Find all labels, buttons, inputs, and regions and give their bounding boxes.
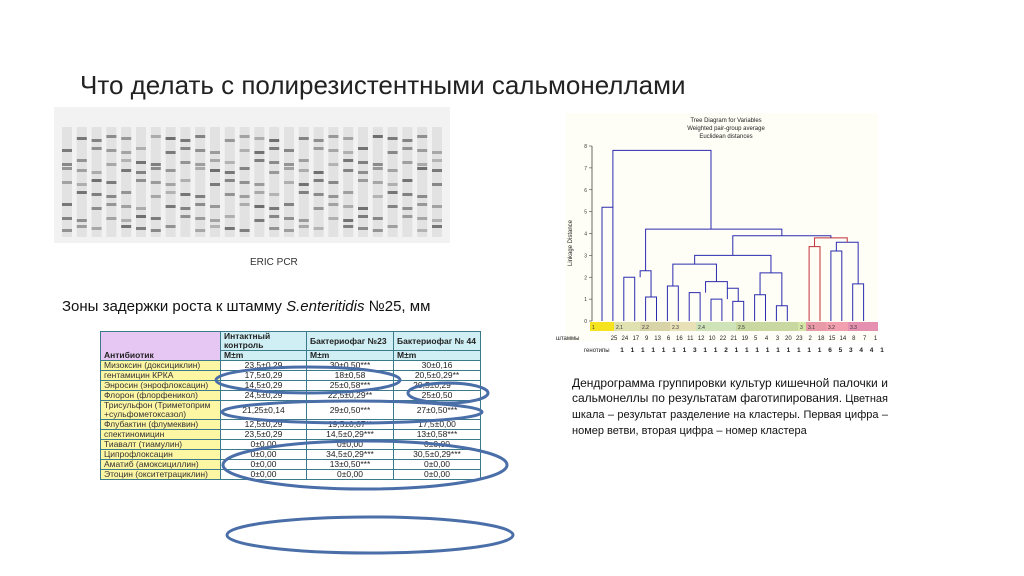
row-control: 23,5±0,29: [221, 361, 307, 371]
cluster-label: 1: [592, 325, 595, 331]
dendro-link: [727, 288, 738, 301]
strain-label: 13: [654, 336, 661, 342]
cluster-label: 3.2: [828, 325, 835, 331]
header-phage-23: Бактериофаг №23: [307, 332, 394, 351]
row-phage-44: 20,5±0,29**: [394, 371, 481, 381]
row-name: Флубактин (флумеквин): [101, 420, 221, 430]
genotype-label: 1: [776, 347, 780, 354]
dendro-ylabel: Linkage Distance: [568, 219, 574, 267]
row-phage-23: 22,5±0,29**: [307, 391, 394, 401]
dendro-link: [831, 251, 842, 321]
table-row: [101, 381, 481, 391]
row-name: Мизоксин (доксициклин): [101, 361, 221, 371]
row-phage-44: 17,5±0,00: [394, 420, 481, 430]
dendrogram-description: [572, 376, 888, 439]
row-phage-23: 0±0,00: [307, 470, 394, 480]
genotype-label: 1: [620, 347, 624, 354]
dendro-link: [776, 306, 787, 321]
cluster-label: 3: [800, 325, 803, 331]
dendro-title: Tree Diagram for Variables: [690, 118, 762, 124]
strain-label: 19: [741, 336, 749, 342]
genotype-label: 1: [744, 347, 749, 354]
table-row: [101, 420, 481, 430]
strain-label: 17: [632, 336, 640, 342]
subheader-phage-23: M±m: [307, 351, 394, 361]
dendro-link: [602, 207, 613, 321]
header-control: Интактный контроль: [221, 332, 307, 351]
cluster-label: 3.1: [808, 325, 815, 331]
table-row: [101, 460, 481, 470]
antibiotic-table: [100, 331, 480, 571]
row-control: 0±0,00: [221, 450, 307, 460]
dendro-ytick: 4: [584, 231, 587, 238]
table-row: [101, 450, 481, 460]
cluster-label: 2.4: [698, 325, 705, 331]
description-rest: Цветная шкала – результат разделение на кластеры. Первая цифра – номер ветви, вторая цифра – номер кластера: [572, 393, 888, 437]
dendro-link: [760, 273, 782, 306]
row-phage-23: 30±0,50***: [307, 361, 394, 371]
dendro-ytick: 5: [584, 209, 587, 216]
cluster-label: 2.3: [672, 325, 679, 331]
strain-label: 1: [873, 336, 878, 342]
strain-label: 23: [795, 336, 803, 342]
dendro-link: [733, 301, 744, 321]
dendro-labels: [556, 333, 886, 357]
strain-label: 2: [808, 336, 812, 342]
dendro-ytick: 0: [584, 319, 587, 325]
cluster-strip: [590, 322, 878, 331]
genotype-label: 1: [755, 347, 760, 354]
table-row: [101, 440, 481, 450]
genotype-label: 1: [786, 347, 791, 354]
strain-label: 16: [676, 336, 683, 342]
cluster-label: 2.2: [642, 325, 649, 331]
row-control: 17,5±0,29: [221, 371, 307, 381]
strain-label: 7: [863, 336, 867, 342]
genotype-label: 1: [640, 347, 645, 354]
genotype-label: 1: [661, 347, 666, 354]
dendro-link: [613, 150, 711, 229]
genotype-label: 2: [724, 347, 728, 354]
cluster-label: 2.5: [738, 325, 745, 331]
genotype-label: 4: [859, 347, 864, 354]
description-bold: Дендрограмма группировки культур кишечной палочки и сальмонеллы по результатам фаготипирования.: [572, 376, 888, 405]
cluster-segment: [736, 322, 798, 331]
cluster-label: 3.3: [850, 325, 857, 331]
row-phage-23: 14,5±0,29***: [307, 430, 394, 440]
header-antibiotic: Антибиотик: [101, 332, 221, 361]
row-phage-44: 30±0,16: [394, 361, 481, 371]
row-name: Ципрофлоксацин: [101, 450, 221, 460]
row-phage-44: 0±0,00: [394, 440, 481, 450]
header-phage-44: Бактериофаг № 44: [394, 332, 481, 351]
genotype-label: 1: [807, 347, 812, 354]
dendro-link: [689, 293, 700, 321]
row-control: 24,5±0,29: [221, 391, 307, 401]
row-phage-44: 20,5±0,29***: [394, 381, 481, 391]
row-name: Флорон (флорфеникол): [101, 391, 221, 401]
strain-label: 21: [730, 336, 738, 342]
zones-title-prefix: Зоны задержки роста к штамму: [62, 298, 287, 315]
dendro-link: [836, 242, 858, 284]
slide-title: Что делать с полирезистентными сальмонеллами: [80, 70, 686, 100]
row-phage-23: 25±0,58***: [307, 381, 394, 391]
genotype-label: 1: [713, 347, 718, 354]
dendrogram: [566, 113, 878, 341]
genotype-label: 1: [672, 347, 676, 354]
zones-title-suffix: №25, мм: [364, 298, 431, 315]
dendro-link: [755, 295, 766, 321]
dendro-link: [646, 297, 657, 321]
dendro-ytick: 2: [584, 275, 587, 282]
row-phage-23: 18±0,58: [307, 371, 394, 381]
strain-label: 10: [708, 336, 716, 342]
table-row: [101, 391, 481, 401]
row-name: Трисульфон (Триметоприм +сульфометоксазол): [101, 401, 221, 420]
strain-label: 9: [645, 336, 649, 342]
zones-title-strain: S.enteritidis: [286, 298, 365, 315]
row-name: Тиавалт (тиамулин): [101, 440, 221, 450]
genotype-label: 1: [703, 347, 708, 354]
table-row: [101, 401, 481, 420]
genotype-label: 3: [692, 347, 697, 354]
row-control: 14,5±0,29: [221, 381, 307, 391]
dendro-ytick: 3: [584, 253, 587, 260]
dendro-ytick: 1: [584, 297, 587, 304]
dendro-ytick: 7: [584, 165, 587, 172]
strain-label: 12: [697, 336, 705, 342]
row-control: 12,5±0,29: [221, 420, 307, 430]
row-phage-44: 0±0,00: [394, 470, 481, 480]
dendro-ytick: 6: [584, 187, 587, 194]
genotype-label: 3: [848, 347, 853, 354]
dendro-link: [809, 247, 820, 321]
dendro-link: [673, 264, 717, 286]
dendro-link: [667, 286, 678, 321]
subheader-control: M±m: [221, 351, 307, 361]
table-row: [101, 371, 481, 381]
row-phage-23: 13±0,50***: [307, 460, 394, 470]
table-header-row: [101, 332, 481, 351]
row-control: 0±0,00: [221, 460, 307, 470]
row-name: Энросин (энрофлоксацин): [101, 381, 221, 391]
strain-label: 14: [839, 336, 847, 342]
dendro-link: [733, 236, 831, 256]
dendro-subtitle-2: Euclidean distances: [699, 134, 753, 140]
table-row: [101, 470, 481, 480]
strain-label: 24: [621, 336, 629, 342]
genotype-label: 1: [651, 347, 656, 354]
dendro-link: [706, 282, 728, 293]
strain-label: 15: [828, 336, 836, 342]
row-phage-44: 25±0,50: [394, 391, 481, 401]
row-control: 0±0,00: [221, 470, 307, 480]
row-phage-23: 19,5±0,87**: [307, 420, 394, 430]
row-label-genotypes: генотипы: [584, 348, 610, 354]
row-name: гентамицин КРКА: [101, 371, 221, 381]
strain-label: 25: [610, 336, 618, 342]
genotype-label: 1: [817, 347, 822, 354]
genotype-label: 5: [838, 347, 843, 354]
dendro-link: [624, 277, 635, 321]
genotype-label: 1: [880, 347, 884, 354]
strain-label: 8: [852, 336, 856, 342]
genotype-label: 6: [828, 347, 832, 354]
dendro-link: [711, 299, 722, 321]
row-name: Аматиб (амоксициллин): [101, 460, 221, 470]
gel-caption: ERIC PCR: [250, 257, 298, 268]
strain-label: 3: [775, 336, 780, 342]
subheader-phage-44: M±m: [394, 351, 481, 361]
strain-label: 11: [687, 336, 694, 342]
strain-label: 18: [817, 336, 825, 342]
dendro-link: [640, 271, 651, 297]
cluster-label: 2.1: [616, 325, 623, 331]
strain-label: 4: [764, 336, 769, 342]
genotype-label: 1: [734, 347, 739, 354]
zones-title: [62, 298, 430, 315]
genotype-label: 1: [765, 347, 770, 354]
genotype-label: 1: [796, 347, 801, 354]
genotype-label: 1: [630, 347, 635, 354]
genotype-label: 4: [869, 347, 874, 354]
strain-label: 20: [785, 336, 792, 342]
row-phage-44: 27±0,50***: [394, 401, 481, 420]
table-row: [101, 361, 481, 371]
row-phage-44: 13±0,58***: [394, 430, 481, 440]
row-phage-23: 0±0,00: [307, 440, 394, 450]
dendro-ytick: 8: [584, 144, 587, 150]
row-phage-44: 30,5±0,29***: [394, 450, 481, 460]
row-control: 0±0,00: [221, 440, 307, 450]
table-row: [101, 430, 481, 440]
genotype-label: 1: [682, 347, 687, 354]
row-name: Этоцин (окситетрациклин): [101, 470, 221, 480]
dendro-subtitle: Weighted pair-group average: [687, 126, 765, 132]
row-phage-23: 29±0,50***: [307, 401, 394, 420]
gel-image: [54, 107, 450, 243]
row-phage-23: 34,5±0,29***: [307, 450, 394, 460]
row-name: спектиномицин: [101, 430, 221, 440]
strain-label: 6: [666, 336, 671, 342]
strain-label: 5: [754, 336, 758, 342]
row-label-strains: штаммы: [556, 336, 580, 342]
strain-label: 22: [719, 336, 727, 342]
row-control: 21,25±0,14: [221, 401, 307, 420]
row-control: 23,5±0,29: [221, 430, 307, 440]
dendro-link: [853, 284, 864, 321]
row-phage-44: 0±0,00: [394, 460, 481, 470]
